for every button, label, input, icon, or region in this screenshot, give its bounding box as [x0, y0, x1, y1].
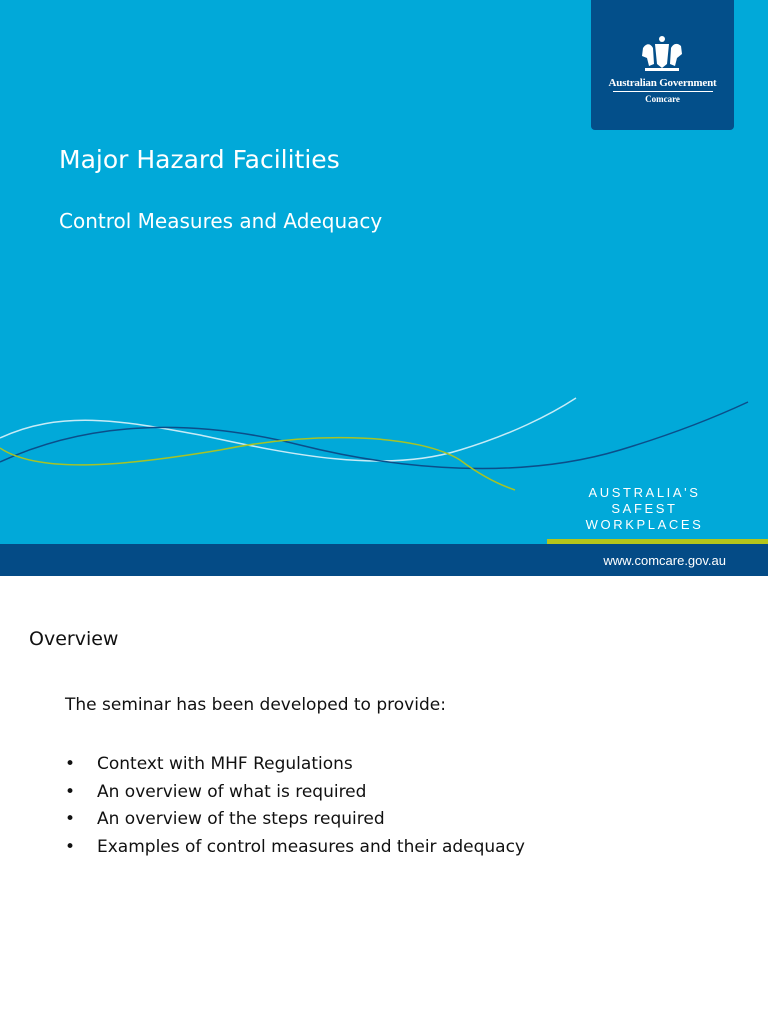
list-item [65, 805, 525, 833]
slide-subtitle: Control Measures and Adequacy [59, 209, 383, 233]
wave-green [0, 438, 515, 490]
bullet: • [65, 809, 76, 830]
list-item [65, 833, 525, 861]
list-item-text: Context with MHF Regulations [97, 753, 353, 774]
list-item [65, 778, 525, 806]
list-item-text: Examples of control measures and their adequacy [97, 836, 525, 857]
bullet: • [65, 781, 76, 802]
overview-heading: Overview [29, 628, 119, 650]
coat-of-arms-icon [637, 34, 687, 74]
website-url[interactable]: www.comcare.gov.au [603, 553, 726, 568]
tagline-line: WORKPLACES [585, 517, 704, 532]
list-item-text: An overview of the steps required [97, 809, 385, 830]
list-item [65, 750, 525, 778]
badge-divider [613, 91, 713, 92]
wave-light [0, 398, 576, 461]
intro-text: The seminar has been developed to provide: [65, 695, 446, 715]
bullet: • [65, 836, 76, 857]
tagline-line: SAFEST [611, 501, 678, 516]
government-name: Australian Government [608, 77, 717, 89]
slide-title: Major Hazard Facilities [59, 145, 340, 174]
overview-list [65, 750, 525, 861]
footer-bar [0, 544, 768, 576]
tagline [572, 485, 717, 533]
list-item-text: An overview of what is required [97, 781, 367, 802]
tagline-line: AUSTRALIA'S [588, 485, 701, 500]
bullet: • [65, 753, 76, 774]
wave-dark [0, 402, 748, 469]
agency-name: Comcare [645, 94, 680, 104]
government-badge [591, 0, 734, 130]
decorative-waves [0, 380, 768, 500]
